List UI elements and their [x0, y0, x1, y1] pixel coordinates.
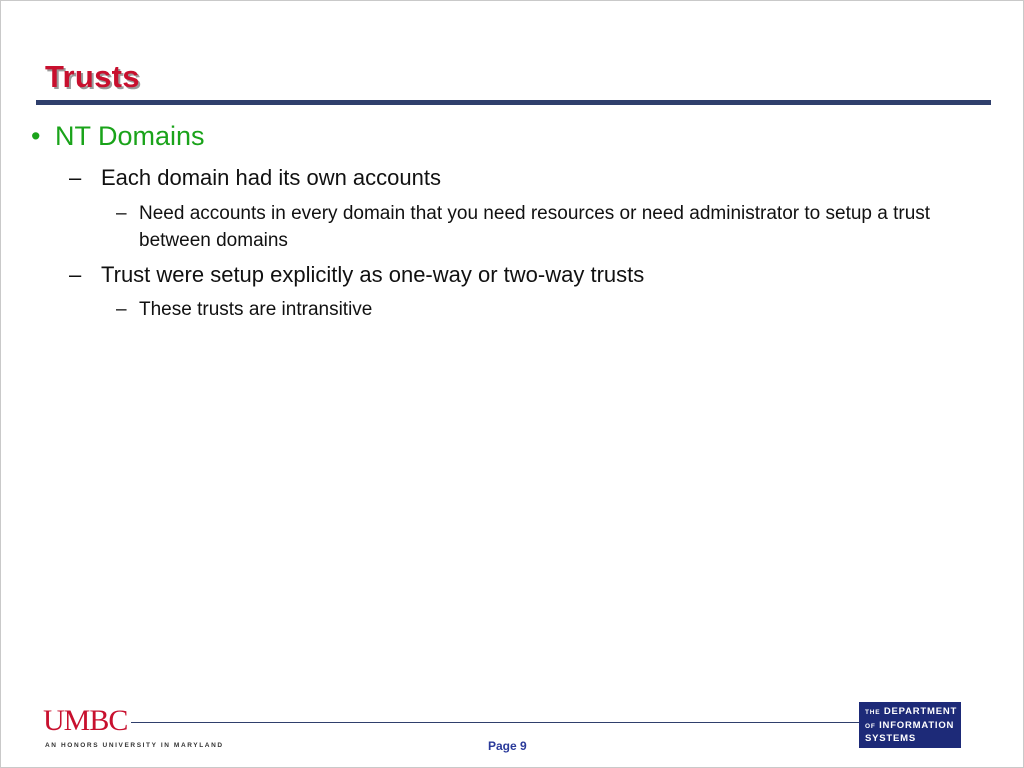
- dept-logo-word: DEPARTMENT: [883, 706, 958, 717]
- footer-divider: [131, 722, 859, 723]
- dash-icon: –: [69, 165, 82, 190]
- dept-logo-line2: [865, 720, 954, 733]
- bullet-text: These trusts are intransitive: [139, 299, 373, 320]
- umbc-logo: [43, 705, 255, 753]
- bullet-text: Trust were setup explicitly as one-way or two-way trusts: [101, 262, 645, 287]
- dept-logo-prefix: THE: [865, 709, 881, 716]
- bullet-text: Need accounts in every domain that you need resources or need administrator to setup a trust between domains: [139, 203, 931, 251]
- title-divider: [36, 100, 991, 105]
- bullet-dot-icon: •: [31, 121, 41, 151]
- umbc-wordmark: UMBC: [43, 704, 128, 737]
- dept-logo-word: INFORMATION: [879, 720, 955, 731]
- dash-icon: –: [116, 203, 127, 224]
- dept-logo-word: SYSTEMS: [865, 733, 916, 744]
- dash-icon: –: [69, 262, 82, 287]
- dept-logo-line3: [865, 733, 916, 745]
- umbc-tagline: AN HONORS UNIVERSITY IN MARYLAND: [45, 742, 224, 749]
- dept-logo-prefix: OF: [865, 723, 876, 730]
- bullet-text: NT Domains: [55, 121, 205, 151]
- dept-logo-line1: [865, 706, 957, 719]
- page-number: Page 9: [488, 739, 527, 753]
- slide-title: Trusts: [45, 59, 140, 94]
- dash-icon: –: [116, 299, 127, 320]
- department-logo: [859, 702, 961, 748]
- bullet-text: Each domain had its own accounts: [101, 165, 441, 190]
